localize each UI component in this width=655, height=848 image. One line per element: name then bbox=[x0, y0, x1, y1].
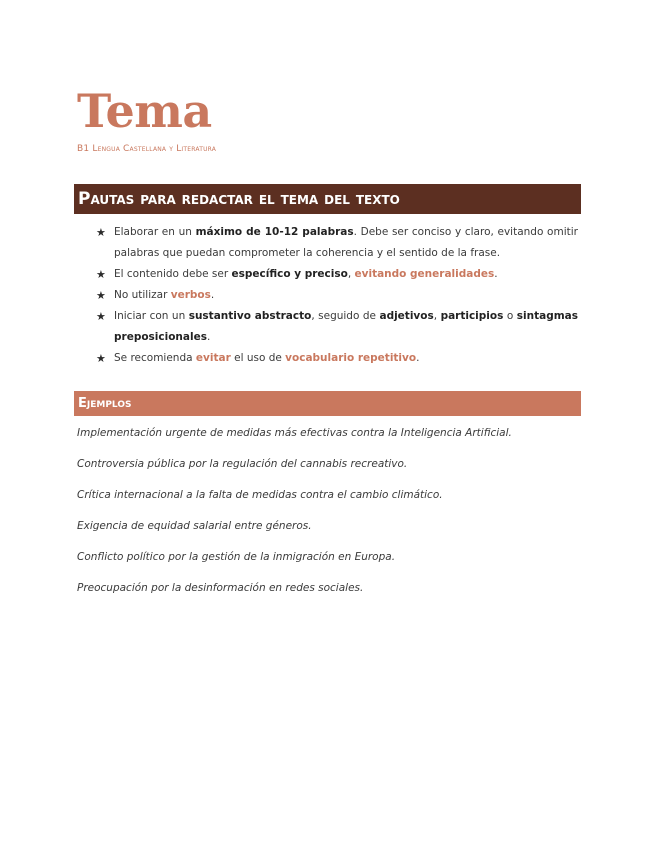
guideline-text: . bbox=[210, 289, 215, 301]
star-icon: ★ bbox=[96, 310, 106, 323]
guideline-text: el uso de bbox=[230, 352, 286, 364]
star-icon: ★ bbox=[96, 226, 106, 239]
accent-text: evitando generalidades bbox=[354, 268, 495, 280]
star-icon: ★ bbox=[96, 289, 106, 302]
guideline-text: Elaborar en un bbox=[114, 226, 196, 238]
star-icon: ★ bbox=[96, 268, 106, 281]
guidelines-list bbox=[96, 222, 578, 369]
star-icon: ★ bbox=[96, 352, 106, 365]
guideline-text: , seguido de bbox=[311, 310, 380, 322]
example-item: Exigencia de equidad salarial entre géneros. bbox=[77, 520, 312, 532]
guideline-text: Se recomienda bbox=[114, 352, 196, 364]
guideline-text: o bbox=[503, 310, 517, 322]
guideline-text: . bbox=[494, 268, 498, 280]
guideline-item bbox=[96, 348, 578, 369]
guideline-item bbox=[96, 222, 578, 264]
example-item: Preocupación por la desinformación en redes sociales. bbox=[77, 582, 364, 594]
bold-text: sintagmas preposicionales bbox=[114, 310, 578, 343]
guidelines-heading: Pautas para redactar el tema del texto bbox=[74, 184, 581, 214]
accent-text: evitar bbox=[195, 352, 231, 364]
guideline-text: , bbox=[347, 268, 355, 280]
bold-text: sustantivo abstracto bbox=[188, 310, 312, 322]
guideline-item bbox=[96, 285, 578, 306]
example-item: Implementación urgente de medidas más efectivas contra la Inteligencia Artificial. bbox=[77, 427, 512, 439]
guideline-text: No utilizar bbox=[114, 289, 171, 301]
examples-heading: Ejemplos bbox=[74, 391, 581, 416]
guideline-item bbox=[96, 264, 578, 285]
example-item: Conflicto político por la gestión de la inmigración en Europa. bbox=[77, 551, 396, 563]
guideline-text: . bbox=[206, 331, 211, 343]
bold-text: máximo de 10-12 palabras bbox=[195, 226, 354, 238]
guideline-text: . Debe ser conciso y claro, evitando omitir palabras que puedan comprometer la coherencia y el sentido de la frase. bbox=[114, 226, 578, 259]
page-title: Tema bbox=[77, 84, 212, 138]
bold-text: específico y preciso bbox=[231, 268, 348, 280]
guideline-text: . bbox=[416, 352, 420, 364]
bold-text: adjetivos bbox=[379, 310, 434, 322]
guideline-text: Iniciar con un bbox=[114, 310, 189, 322]
guideline-text: El contenido debe ser bbox=[114, 268, 232, 280]
bold-text: participios bbox=[440, 310, 504, 322]
accent-text: verbos bbox=[170, 289, 211, 301]
examples-list bbox=[77, 426, 582, 612]
example-item: Crítica internacional a la falta de medidas contra el cambio climático. bbox=[77, 489, 443, 501]
guideline-item bbox=[96, 306, 578, 348]
guideline-text: , bbox=[433, 310, 441, 322]
accent-text: vocabulario repetitivo bbox=[285, 352, 417, 364]
page-subtitle: B1 Lengua Castellana y Literatura bbox=[77, 144, 217, 154]
example-item: Controversia pública por la regulación del cannabis recreativo. bbox=[77, 458, 408, 470]
